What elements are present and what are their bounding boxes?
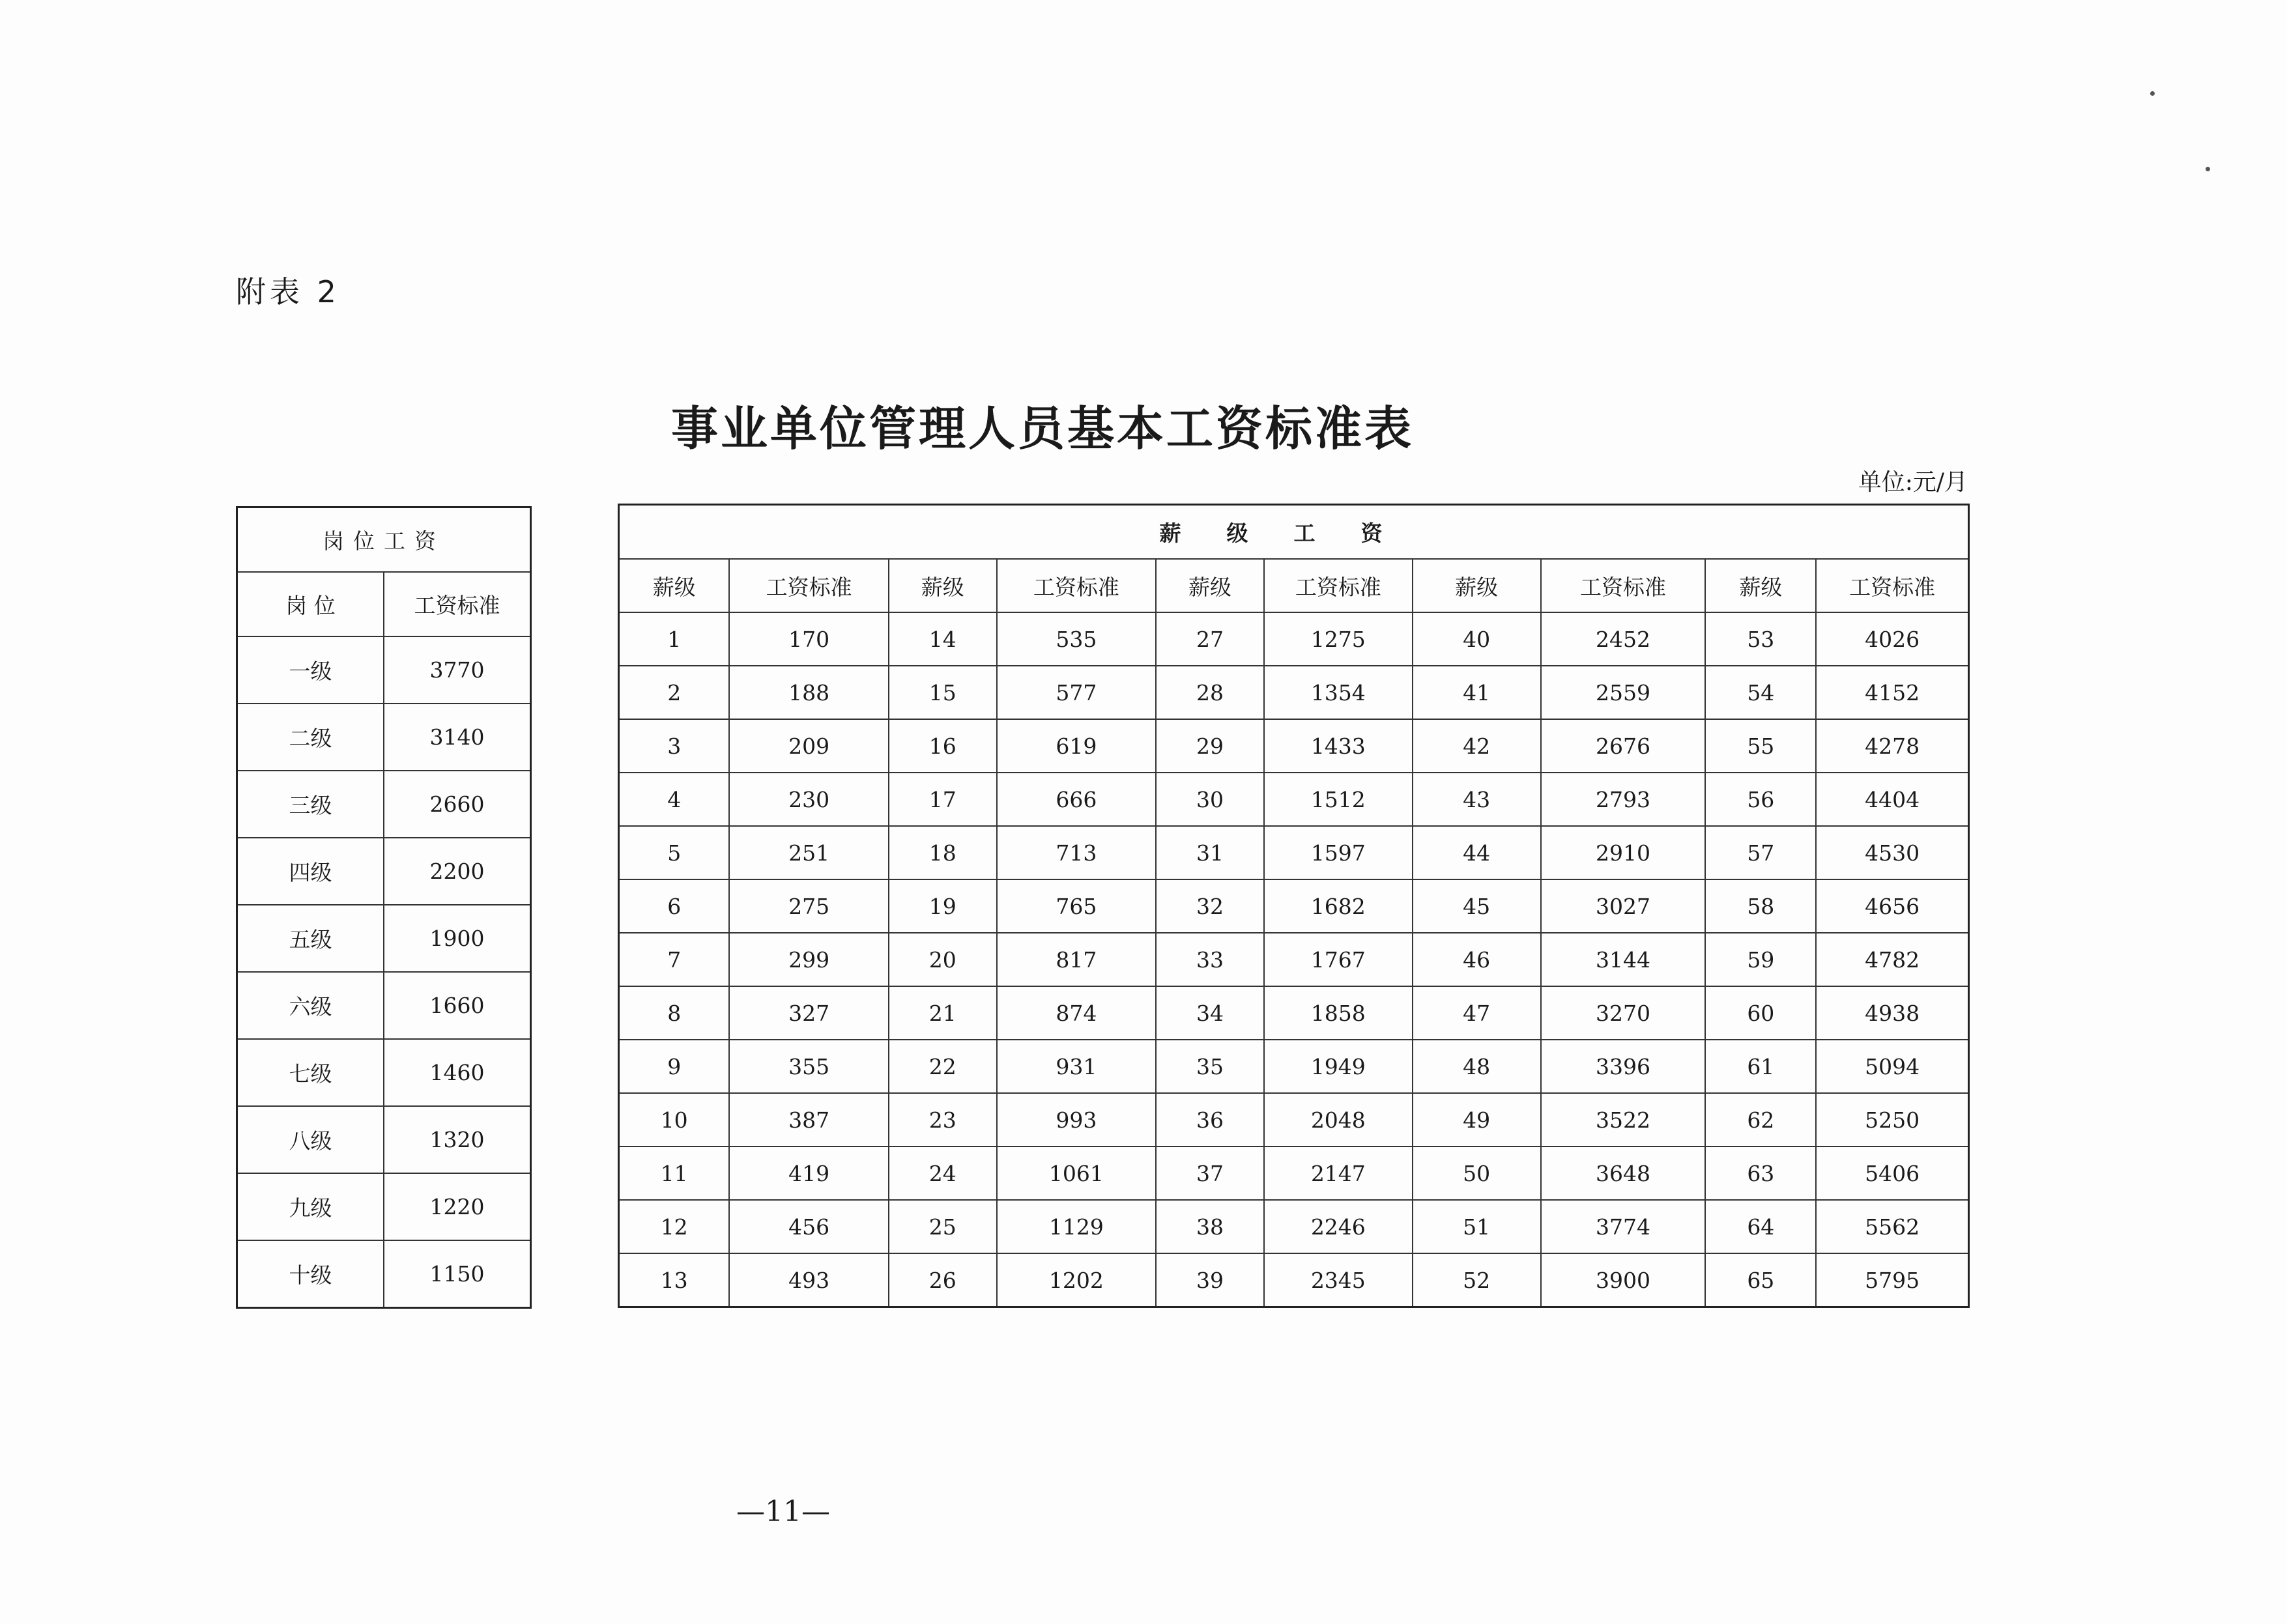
table-row: [237, 1106, 531, 1173]
salary-cell: 666: [997, 773, 1156, 826]
grade-cell: 9: [619, 1040, 730, 1093]
grade-cell: 31: [1156, 826, 1264, 879]
post-salary-cell: 1460: [384, 1039, 531, 1106]
salary-cell: 2246: [1264, 1200, 1413, 1253]
grade-cell: 11: [619, 1147, 730, 1200]
salary-cell: 2452: [1541, 612, 1706, 666]
grade-cell: 44: [1413, 826, 1541, 879]
grade-cell: 43: [1413, 773, 1541, 826]
post-table-header: 岗位工资: [237, 507, 531, 573]
post-level-cell: 五级: [237, 905, 384, 972]
grade-cell: 50: [1413, 1147, 1541, 1200]
salary-cell: 3144: [1541, 933, 1706, 986]
salary-cell: 4530: [1816, 826, 1968, 879]
grade-cell: 41: [1413, 666, 1541, 719]
appendix-label: 附表 2: [236, 274, 340, 309]
grade-cell: 18: [889, 826, 997, 879]
post-level-cell: 三级: [237, 771, 384, 838]
grade-cell: 39: [1156, 1253, 1264, 1307]
column-header: 薪级: [1156, 559, 1264, 612]
grade-cell: 35: [1156, 1040, 1264, 1093]
table-row: [619, 719, 1969, 773]
grade-cell: 60: [1705, 986, 1816, 1040]
table-row: [237, 905, 531, 972]
grade-cell: 20: [889, 933, 997, 986]
table-row: [619, 826, 1969, 879]
grade-cell: 21: [889, 986, 997, 1040]
salary-cell: 4656: [1816, 879, 1968, 933]
salary-cell: 3900: [1541, 1253, 1706, 1307]
grade-cell: 29: [1156, 719, 1264, 773]
table-row: [237, 771, 531, 838]
salary-cell: 1767: [1264, 933, 1413, 986]
salary-cell: 327: [729, 986, 888, 1040]
salary-cell: 2910: [1541, 826, 1706, 879]
table-row: [619, 1200, 1969, 1253]
salary-cell: 170: [729, 612, 888, 666]
column-header: 工资标准: [384, 572, 531, 636]
table-row: [619, 986, 1969, 1040]
table-row: [237, 1039, 531, 1106]
post-salary-cell: 1320: [384, 1106, 531, 1173]
post-table-column-row: [237, 572, 531, 636]
salary-cell: 493: [729, 1253, 888, 1307]
page-number: —11—: [736, 1495, 830, 1528]
table-row: [619, 933, 1969, 986]
salary-cell: 4938: [1816, 986, 1968, 1040]
salary-cell: 3522: [1541, 1093, 1706, 1147]
grade-cell: 64: [1705, 1200, 1816, 1253]
salary-cell: 1275: [1264, 612, 1413, 666]
column-header: 工资标准: [1816, 559, 1968, 612]
post-level-cell: 十级: [237, 1240, 384, 1308]
grade-cell: 16: [889, 719, 997, 773]
table-row: [237, 704, 531, 771]
post-salary-cell: 1220: [384, 1173, 531, 1240]
salary-cell: 4278: [1816, 719, 1968, 773]
column-header: 工资标准: [1264, 559, 1413, 612]
salary-cell: 5406: [1816, 1147, 1968, 1200]
grade-cell: 30: [1156, 773, 1264, 826]
salary-cell: 355: [729, 1040, 888, 1093]
table-row: [237, 1240, 531, 1308]
salary-cell: 1949: [1264, 1040, 1413, 1093]
salary-cell: 1682: [1264, 879, 1413, 933]
grade-salary-table: [618, 504, 1970, 1308]
grade-cell: 7: [619, 933, 730, 986]
grade-cell: 25: [889, 1200, 997, 1253]
post-level-cell: 七级: [237, 1039, 384, 1106]
salary-cell: 931: [997, 1040, 1156, 1093]
grade-cell: 61: [1705, 1040, 1816, 1093]
column-header: 薪级: [619, 559, 730, 612]
salary-cell: 4782: [1816, 933, 1968, 986]
post-level-cell: 四级: [237, 838, 384, 905]
grade-cell: 57: [1705, 826, 1816, 879]
salary-cell: 577: [997, 666, 1156, 719]
unit-label: 单位:元/月: [1858, 469, 1968, 496]
grade-cell: 6: [619, 879, 730, 933]
salary-cell: 3648: [1541, 1147, 1706, 1200]
grade-cell: 38: [1156, 1200, 1264, 1253]
page-title: 事业单位管理人员基本工资标准表: [671, 401, 1415, 456]
grade-cell: 26: [889, 1253, 997, 1307]
salary-cell: 4026: [1816, 612, 1968, 666]
salary-cell: 209: [729, 719, 888, 773]
grade-cell: 15: [889, 666, 997, 719]
salary-cell: 765: [997, 879, 1156, 933]
scan-speck: [2150, 91, 2155, 96]
post-level-cell: 一级: [237, 636, 384, 704]
grade-cell: 42: [1413, 719, 1541, 773]
grade-cell: 28: [1156, 666, 1264, 719]
post-table-header-row: [237, 507, 531, 573]
grade-cell: 33: [1156, 933, 1264, 986]
post-salary-cell: 1150: [384, 1240, 531, 1308]
salary-cell: 3774: [1541, 1200, 1706, 1253]
salary-cell: 2147: [1264, 1147, 1413, 1200]
salary-cell: 619: [997, 719, 1156, 773]
column-header: 薪级: [889, 559, 997, 612]
grade-cell: 65: [1705, 1253, 1816, 1307]
table-row: [237, 838, 531, 905]
salary-cell: 275: [729, 879, 888, 933]
scan-speck: [2206, 167, 2210, 171]
salary-cell: 817: [997, 933, 1156, 986]
salary-cell: 2793: [1541, 773, 1706, 826]
salary-cell: 5094: [1816, 1040, 1968, 1093]
grade-cell: 4: [619, 773, 730, 826]
table-row: [237, 1173, 531, 1240]
salary-cell: 419: [729, 1147, 888, 1200]
post-level-cell: 九级: [237, 1173, 384, 1240]
grade-cell: 27: [1156, 612, 1264, 666]
post-salary-cell: 2200: [384, 838, 531, 905]
grade-cell: 23: [889, 1093, 997, 1147]
grade-cell: 53: [1705, 612, 1816, 666]
post-level-cell: 二级: [237, 704, 384, 771]
column-header: 工资标准: [997, 559, 1156, 612]
table-row: [619, 612, 1969, 666]
post-salary-cell: 1660: [384, 972, 531, 1039]
grade-cell: 1: [619, 612, 730, 666]
grade-cell: 22: [889, 1040, 997, 1093]
grade-cell: 32: [1156, 879, 1264, 933]
grade-cell: 19: [889, 879, 997, 933]
grade-cell: 46: [1413, 933, 1541, 986]
salary-cell: 3027: [1541, 879, 1706, 933]
salary-cell: 535: [997, 612, 1156, 666]
post-salary-table: [236, 506, 532, 1309]
salary-cell: 1858: [1264, 986, 1413, 1040]
grade-cell: 3: [619, 719, 730, 773]
salary-cell: 5250: [1816, 1093, 1968, 1147]
salary-cell: 1433: [1264, 719, 1413, 773]
post-salary-cell: 3140: [384, 704, 531, 771]
grade-cell: 12: [619, 1200, 730, 1253]
table-row: [237, 972, 531, 1039]
salary-cell: 5795: [1816, 1253, 1968, 1307]
salary-cell: 251: [729, 826, 888, 879]
salary-cell: 2676: [1541, 719, 1706, 773]
post-salary-cell: 1900: [384, 905, 531, 972]
salary-cell: 713: [997, 826, 1156, 879]
salary-cell: 4152: [1816, 666, 1968, 719]
grade-cell: 5: [619, 826, 730, 879]
salary-cell: 230: [729, 773, 888, 826]
grade-cell: 14: [889, 612, 997, 666]
grade-cell: 40: [1413, 612, 1541, 666]
grade-cell: 8: [619, 986, 730, 1040]
grade-cell: 63: [1705, 1147, 1816, 1200]
salary-cell: 4404: [1816, 773, 1968, 826]
table-row: [619, 1147, 1969, 1200]
salary-cell: 1354: [1264, 666, 1413, 719]
column-header: 薪级: [1705, 559, 1816, 612]
salary-cell: 1512: [1264, 773, 1413, 826]
grade-cell: 62: [1705, 1093, 1816, 1147]
salary-cell: 3396: [1541, 1040, 1706, 1093]
salary-cell: 188: [729, 666, 888, 719]
post-level-cell: 八级: [237, 1106, 384, 1173]
salary-cell: 1129: [997, 1200, 1156, 1253]
post-salary-cell: 3770: [384, 636, 531, 704]
table-row: [619, 1040, 1969, 1093]
salary-table-header: 薪级工资: [619, 505, 1969, 560]
grade-cell: 13: [619, 1253, 730, 1307]
grade-cell: 48: [1413, 1040, 1541, 1093]
grade-cell: 51: [1413, 1200, 1541, 1253]
grade-cell: 56: [1705, 773, 1816, 826]
table-row: [237, 636, 531, 704]
salary-cell: 387: [729, 1093, 888, 1147]
grade-cell: 10: [619, 1093, 730, 1147]
salary-cell: 1061: [997, 1147, 1156, 1200]
grade-cell: 36: [1156, 1093, 1264, 1147]
salary-cell: 2048: [1264, 1093, 1413, 1147]
column-header: 工资标准: [729, 559, 888, 612]
grade-cell: 52: [1413, 1253, 1541, 1307]
grade-cell: 55: [1705, 719, 1816, 773]
grade-cell: 58: [1705, 879, 1816, 933]
grade-cell: 54: [1705, 666, 1816, 719]
salary-table-header-row: [619, 505, 1969, 560]
salary-cell: 993: [997, 1093, 1156, 1147]
table-row: [619, 1253, 1969, 1307]
grade-cell: 47: [1413, 986, 1541, 1040]
post-level-cell: 六级: [237, 972, 384, 1039]
salary-cell: 2345: [1264, 1253, 1413, 1307]
column-header: 薪级: [1413, 559, 1541, 612]
salary-table-column-row: [619, 559, 1969, 612]
salary-cell: 3270: [1541, 986, 1706, 1040]
grade-cell: 34: [1156, 986, 1264, 1040]
grade-cell: 17: [889, 773, 997, 826]
grade-cell: 59: [1705, 933, 1816, 986]
salary-cell: 456: [729, 1200, 888, 1253]
table-row: [619, 666, 1969, 719]
salary-cell: 1202: [997, 1253, 1156, 1307]
salary-cell: 299: [729, 933, 888, 986]
column-header: 岗 位: [237, 572, 384, 636]
table-row: [619, 1093, 1969, 1147]
grade-cell: 2: [619, 666, 730, 719]
grade-cell: 45: [1413, 879, 1541, 933]
salary-cell: 1597: [1264, 826, 1413, 879]
grade-cell: 24: [889, 1147, 997, 1200]
salary-cell: 2559: [1541, 666, 1706, 719]
grade-cell: 37: [1156, 1147, 1264, 1200]
salary-cell: 874: [997, 986, 1156, 1040]
column-header: 工资标准: [1541, 559, 1706, 612]
post-salary-cell: 2660: [384, 771, 531, 838]
table-row: [619, 773, 1969, 826]
grade-cell: 49: [1413, 1093, 1541, 1147]
salary-cell: 5562: [1816, 1200, 1968, 1253]
table-row: [619, 879, 1969, 933]
